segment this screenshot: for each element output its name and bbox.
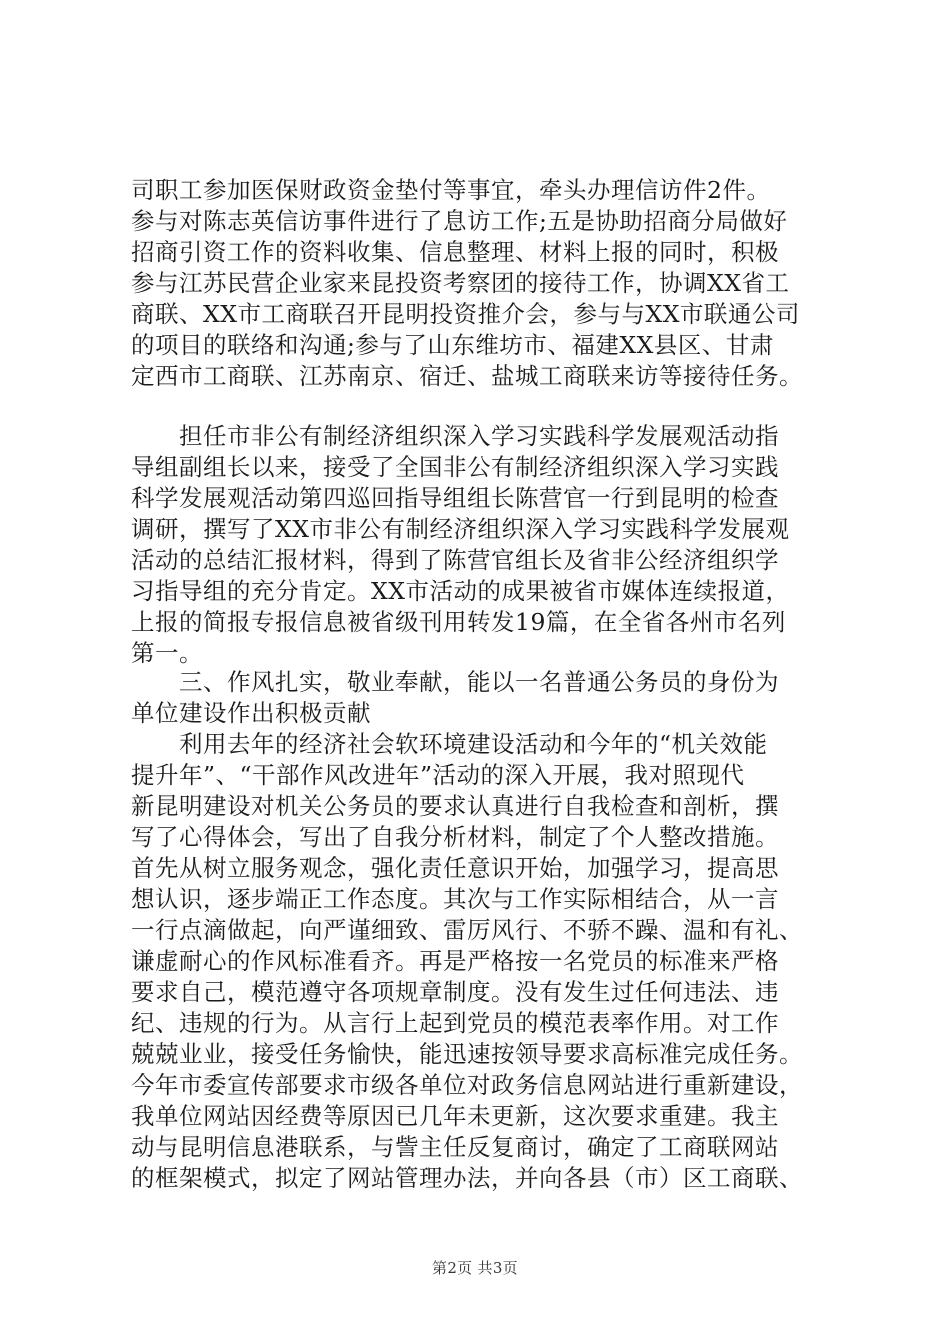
page-number-footer: 第2页 共3页 — [432, 1259, 518, 1277]
text-line: 参与对陈志英信访事件进行了息访工作;五是协助招商分局做好 — [131, 207, 788, 235]
text-line: 定西市工商联、江苏南京、宿迁、盐城工商联来访等接待任务。 — [131, 362, 803, 390]
text-line: 想认识，逐步端正工作态度。其次与工作实际相结合，从一言 — [131, 885, 779, 913]
text-line: 活动的总结汇报材料，得到了陈营官组长及省非公经济组织学 — [131, 546, 779, 574]
section-heading-line: 单位建设作出积极贡献 — [131, 699, 371, 727]
text-line: 招商引资工作的资料收集、信息整理、材料上报的同时，积极 — [131, 238, 779, 266]
text-line: 新昆明建设对机关公务员的要求认真进行自我检查和剖析，撰 — [131, 792, 779, 820]
text-line: 利用去年的经济社会软环境建设活动和今年的“机关效能 — [131, 730, 768, 758]
text-line: 写了心得体会，写出了自我分析材料，制定了个人整改措施。 — [131, 823, 779, 851]
section-heading-line: 三、作风扎实，敬业奉献，能以一名普通公务员的身份为 — [131, 668, 779, 696]
text-line: 调研，撰写了XX市非公有制经济组织深入学习实践科学发展观 — [131, 515, 790, 543]
text-line: 首先从树立服务观念，强化责任意识开始，加强学习，提高思 — [131, 854, 779, 882]
text-line: 担任市非公有制经济组织深入学习实践科学发展观活动指 — [131, 422, 779, 450]
text-line: 的框架模式，拟定了网站管理办法，并向各县（市）区工商联、 — [131, 1164, 803, 1192]
paragraph-1 — [131, 175, 831, 392]
text-line: 习指导组的充分肯定。XX市活动的成果被省市媒体连续报道， — [131, 577, 790, 605]
text-line: 科学发展观活动第四巡回指导组组长陈营官一行到昆明的检查 — [131, 484, 779, 512]
paragraph-2 — [131, 421, 831, 669]
text-line: 导组副组长以来，接受了全国非公有制经济组织深入学习实践 — [131, 453, 779, 481]
text-line: 参与江苏民营企业家来昆投资考察团的接待工作，协调XX省工 — [131, 269, 790, 297]
text-line: 第一。 — [131, 639, 203, 667]
text-line: 要求自己，模范遵守各项规章制度。没有发生过任何违法、违 — [131, 978, 779, 1006]
text-line: 上报的简报专报信息被省级刊用转发19篇，在全省各州市名列 — [131, 608, 786, 636]
text-line: 今年市委宣传部要求市级各单位对政务信息网站进行重新建设， — [131, 1071, 803, 1099]
text-line: 兢兢业业，接受任务愉快，能迅速按领导要求高标准完成任务。 — [131, 1040, 803, 1068]
text-line: 动与昆明信息港联系，与訾主任反复商讨，确定了工商联网站 — [131, 1133, 779, 1161]
text-line: 商联、XX市工商联召开昆明投资推介会，参与与XX市联通公司 — [131, 300, 800, 328]
text-line: 的项目的联络和沟通;参与了山东维坊市、福建XX县区、甘肃 — [131, 331, 774, 359]
text-line: 我单位网站因经费等原因已几年未更新，这次要求重建。我主 — [131, 1102, 779, 1130]
text-line: 一行点滴做起，向严谨细致、雷厉风行、不骄不躁、温和有礼、 — [131, 916, 803, 944]
paragraph-3 — [131, 667, 831, 1194]
text-line: 提升年”、“干部作风改进年”活动的深入开展，我对照现代 — [131, 761, 745, 789]
text-line: 谦虚耐心的作风标准看齐。再是严格按一名党员的标准来严格 — [131, 947, 779, 975]
text-line: 司职工参加医保财政资金垫付等事宜，牵头办理信访件2件。 — [131, 176, 771, 204]
text-line: 纪、违规的行为。从言行上起到党员的模范表率作用。对工作 — [131, 1009, 779, 1037]
